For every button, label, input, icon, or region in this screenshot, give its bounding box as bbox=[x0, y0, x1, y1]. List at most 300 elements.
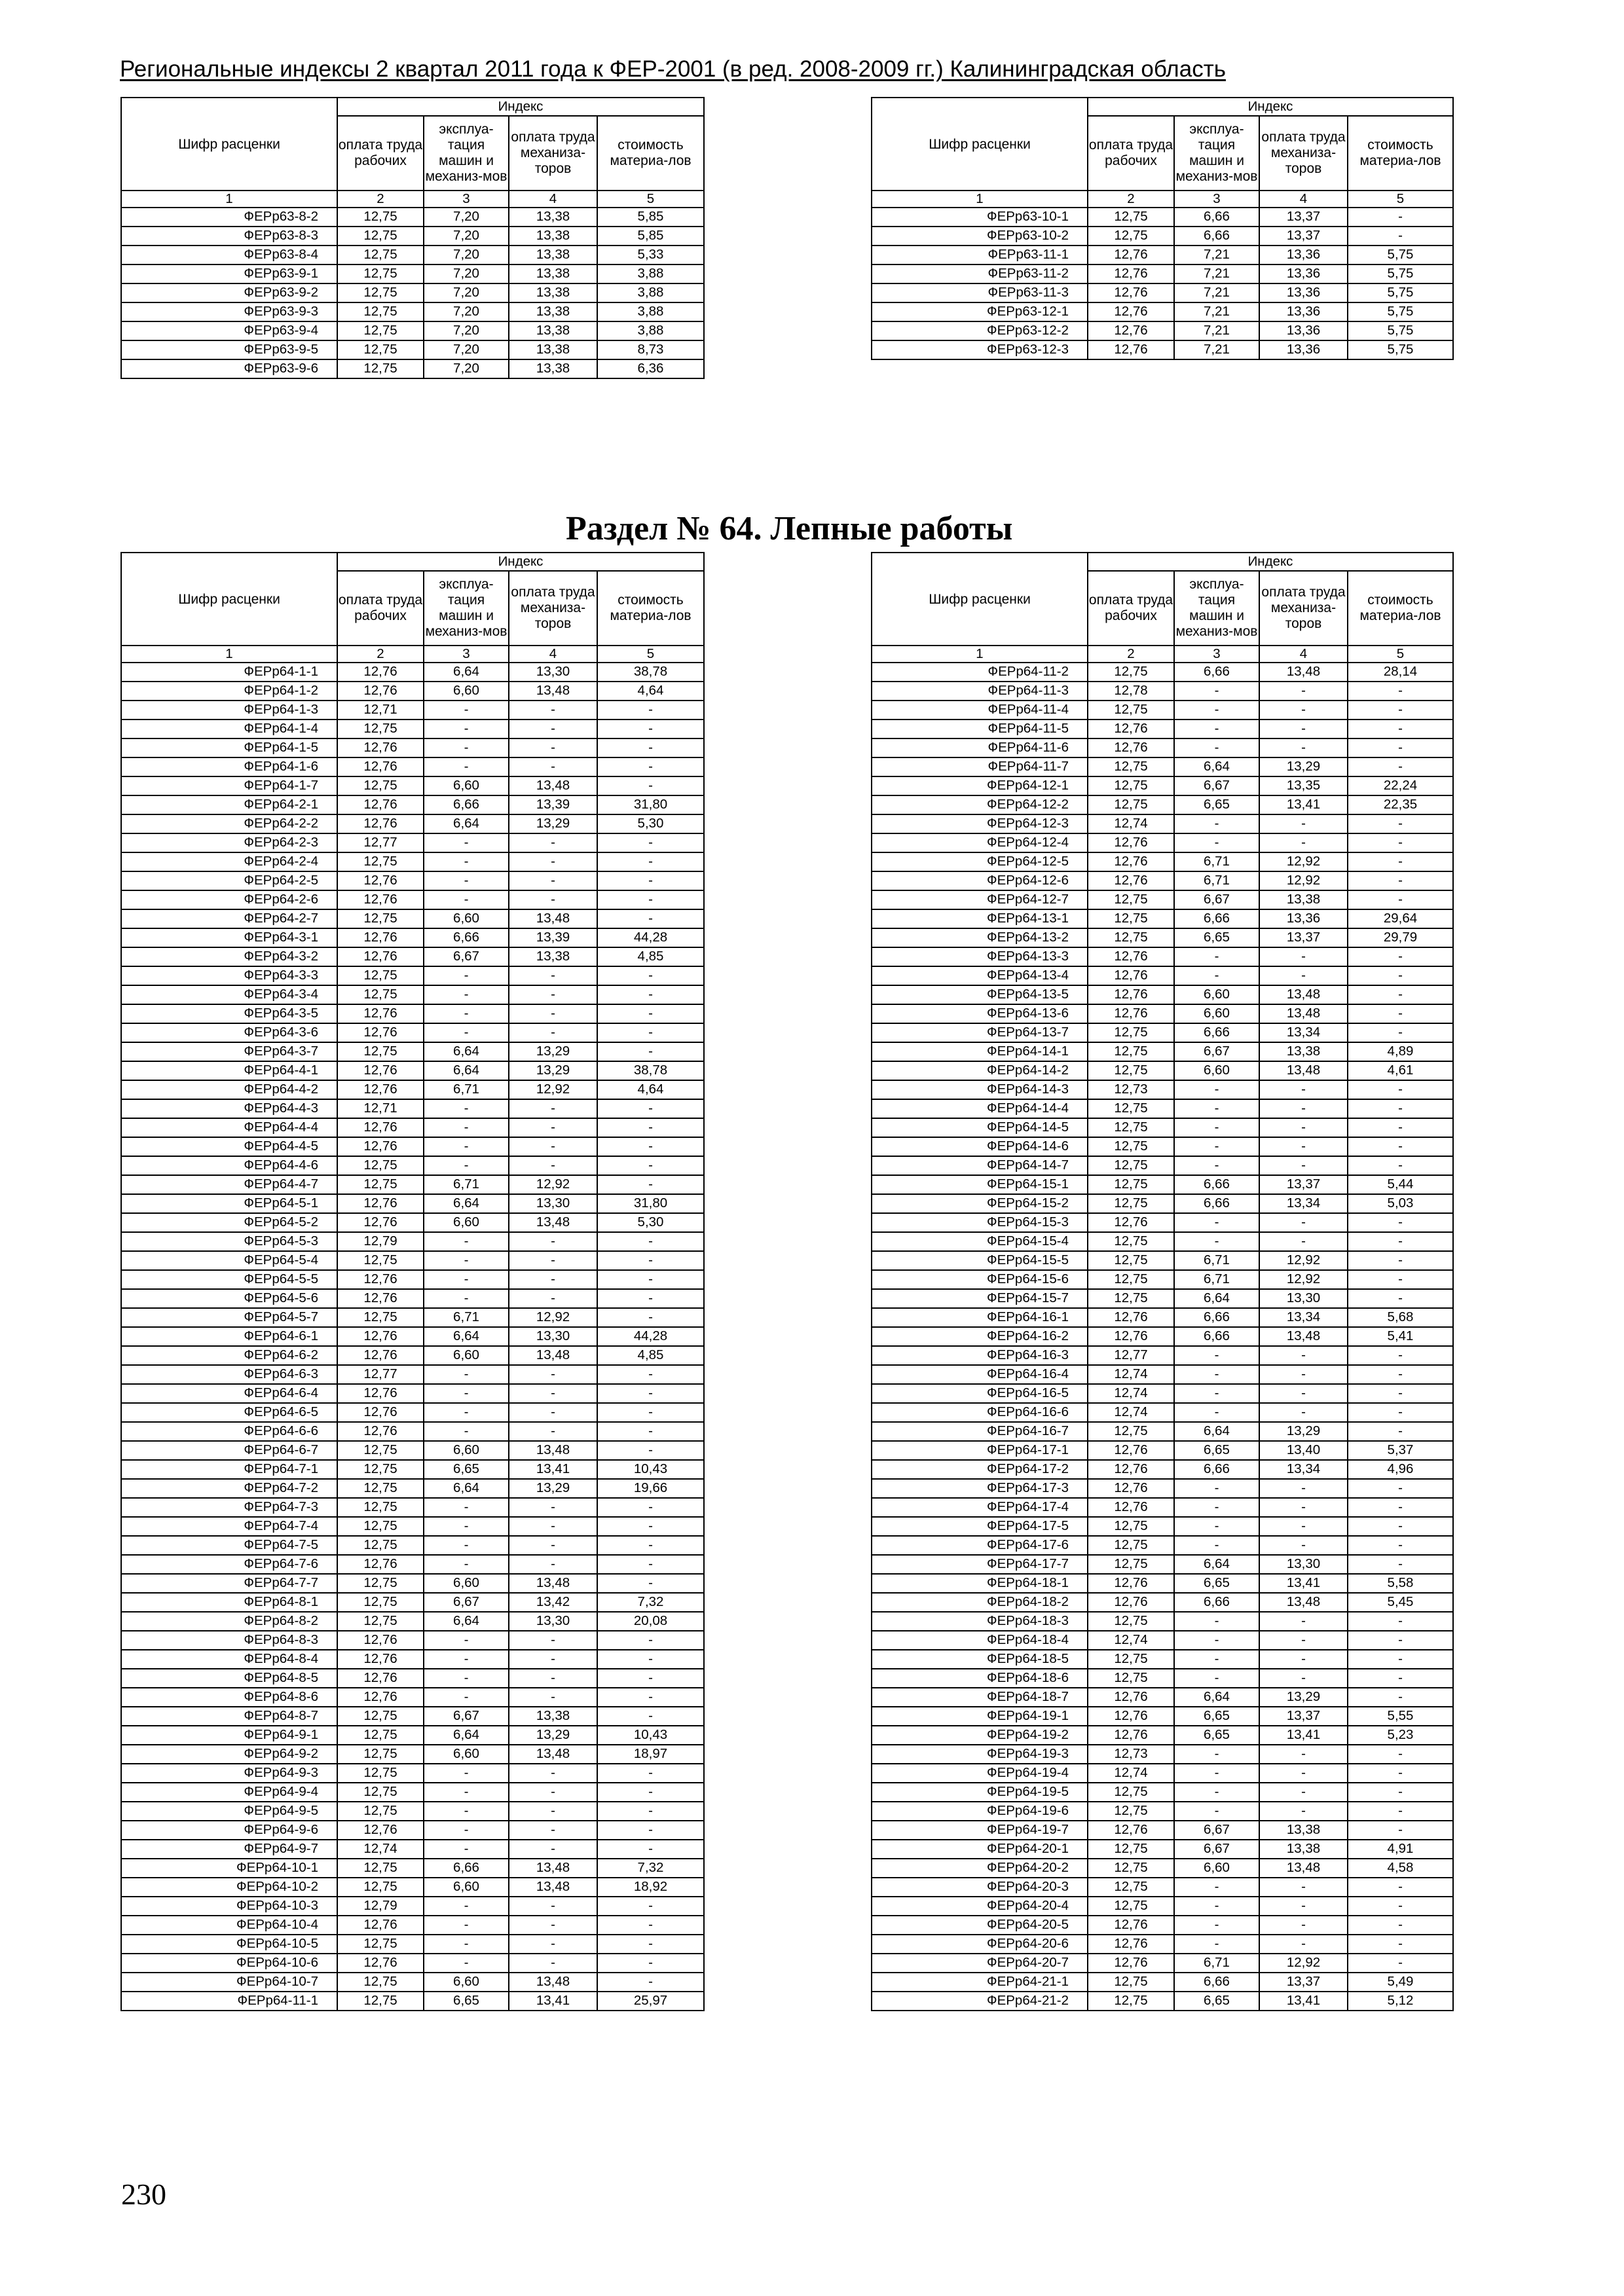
materials-index: - bbox=[1348, 1403, 1453, 1422]
table-row bbox=[872, 227, 1453, 246]
materials-index: - bbox=[597, 1232, 704, 1251]
rate-code: ФЕРр63-12-2 bbox=[872, 321, 1088, 340]
rate-code: ФЕРр64-8-1 bbox=[121, 1593, 337, 1612]
machines-index: 6,60 bbox=[1174, 1859, 1259, 1878]
labor-index: 12,75 bbox=[337, 909, 424, 928]
machines-index: 6,71 bbox=[1174, 871, 1259, 890]
table-row bbox=[121, 720, 704, 738]
materials-index: - bbox=[597, 1935, 704, 1954]
operators-index: 13,37 bbox=[1259, 208, 1348, 227]
table-row bbox=[121, 340, 704, 359]
header-c3: оплата труда механиза-торов bbox=[1259, 571, 1348, 646]
operators-index: 13,48 bbox=[509, 1346, 597, 1365]
index-table-64-right bbox=[871, 552, 1454, 2011]
rate-code: ФЕРр64-11-7 bbox=[872, 757, 1088, 776]
operators-index: 13,36 bbox=[1259, 283, 1348, 302]
operators-index: - bbox=[509, 720, 597, 738]
operators-index: 13,48 bbox=[509, 1859, 597, 1878]
table-row bbox=[121, 1232, 704, 1251]
machines-index: 6,64 bbox=[424, 1479, 509, 1498]
rate-code: ФЕРр64-10-5 bbox=[121, 1935, 337, 1954]
rate-code: ФЕРр64-18-4 bbox=[872, 1631, 1088, 1650]
table-row bbox=[872, 852, 1453, 871]
table-row bbox=[872, 1080, 1453, 1099]
rate-code: ФЕРр64-19-2 bbox=[872, 1726, 1088, 1745]
labor-index: 12,76 bbox=[337, 1137, 424, 1156]
materials-index: 10,43 bbox=[597, 1726, 704, 1745]
machines-index: - bbox=[424, 1821, 509, 1840]
labor-index: 12,76 bbox=[1088, 1327, 1174, 1346]
table-row bbox=[872, 1992, 1453, 2011]
operators-index: 13,29 bbox=[509, 1061, 597, 1080]
table-row bbox=[121, 1346, 704, 1365]
operators-index: 13,48 bbox=[509, 682, 597, 701]
labor-index: 12,75 bbox=[337, 1878, 424, 1897]
labor-index: 12,75 bbox=[337, 359, 424, 378]
table-row bbox=[121, 1289, 704, 1308]
rate-code: ФЕРр64-1-7 bbox=[121, 776, 337, 795]
operators-index: - bbox=[509, 1289, 597, 1308]
machines-index: - bbox=[424, 1840, 509, 1859]
operators-index: 13,37 bbox=[1259, 1707, 1348, 1726]
rate-code: ФЕРр64-18-2 bbox=[872, 1593, 1088, 1612]
rate-code: ФЕРр64-21-2 bbox=[872, 1992, 1088, 2011]
materials-index: - bbox=[1348, 738, 1453, 757]
operators-index: 13,48 bbox=[509, 1441, 597, 1460]
column-number: 5 bbox=[1348, 191, 1453, 208]
materials-index: - bbox=[1348, 1954, 1453, 1973]
machines-index: - bbox=[424, 1023, 509, 1042]
materials-index: - bbox=[1348, 757, 1453, 776]
labor-index: 12,75 bbox=[337, 720, 424, 738]
rate-code: ФЕРр64-12-5 bbox=[872, 852, 1088, 871]
rate-code: ФЕРр64-5-3 bbox=[121, 1232, 337, 1251]
table-row bbox=[872, 890, 1453, 909]
labor-index: 12,75 bbox=[1088, 1802, 1174, 1821]
rate-code: ФЕРр64-15-3 bbox=[872, 1213, 1088, 1232]
rate-code: ФЕРр63-12-1 bbox=[872, 302, 1088, 321]
operators-index: 13,48 bbox=[509, 1878, 597, 1897]
table-row bbox=[872, 1517, 1453, 1536]
table-row bbox=[121, 1194, 704, 1213]
table-row bbox=[121, 1251, 704, 1270]
labor-index: 12,75 bbox=[1088, 1099, 1174, 1118]
materials-index: - bbox=[597, 1555, 704, 1574]
rate-code: ФЕРр64-7-1 bbox=[121, 1460, 337, 1479]
table-row bbox=[121, 1004, 704, 1023]
labor-index: 12,75 bbox=[337, 1479, 424, 1498]
table-row bbox=[121, 1118, 704, 1137]
rate-code: ФЕРр64-18-3 bbox=[872, 1612, 1088, 1631]
rate-code: ФЕРр64-2-7 bbox=[121, 909, 337, 928]
operators-index: 13,30 bbox=[509, 1194, 597, 1213]
column-number: 5 bbox=[597, 191, 704, 208]
labor-index: 12,76 bbox=[337, 928, 424, 947]
rate-code: ФЕРр64-14-3 bbox=[872, 1080, 1088, 1099]
labor-index: 12,75 bbox=[1088, 1422, 1174, 1441]
machines-index: 6,65 bbox=[424, 1460, 509, 1479]
machines-index: - bbox=[1174, 1745, 1259, 1764]
labor-index: 12,75 bbox=[1088, 1251, 1174, 1270]
materials-index: - bbox=[1348, 1764, 1453, 1783]
machines-index: - bbox=[1174, 1878, 1259, 1897]
labor-index: 12,75 bbox=[1088, 1289, 1174, 1308]
header-c2: эксплуа-тация машин и механиз-мов bbox=[424, 571, 509, 646]
materials-index: - bbox=[597, 1042, 704, 1061]
materials-index: 4,85 bbox=[597, 1346, 704, 1365]
materials-index: - bbox=[597, 1517, 704, 1536]
materials-index: 5,44 bbox=[1348, 1175, 1453, 1194]
rate-code: ФЕРр64-11-3 bbox=[872, 682, 1088, 701]
machines-index: - bbox=[1174, 1365, 1259, 1384]
labor-index: 12,76 bbox=[337, 1194, 424, 1213]
rate-code: ФЕРр64-2-2 bbox=[121, 814, 337, 833]
machines-index: - bbox=[424, 1498, 509, 1517]
index-table-63-right bbox=[871, 97, 1454, 360]
labor-index: 12,75 bbox=[337, 1042, 424, 1061]
header-c4: стоимость материа-лов bbox=[1348, 571, 1453, 646]
materials-index: - bbox=[597, 1688, 704, 1707]
table-row bbox=[121, 1859, 704, 1878]
operators-index: 12,92 bbox=[509, 1175, 597, 1194]
operators-index: - bbox=[1259, 1118, 1348, 1137]
table-row bbox=[872, 1460, 1453, 1479]
operators-index: 13,37 bbox=[1259, 928, 1348, 947]
rate-code: ФЕРр64-20-1 bbox=[872, 1840, 1088, 1859]
rate-code: ФЕРр64-16-7 bbox=[872, 1422, 1088, 1441]
rate-code: ФЕРр64-10-1 bbox=[121, 1859, 337, 1878]
header-c1: оплата труда рабочих bbox=[337, 116, 424, 191]
labor-index: 12,76 bbox=[1088, 1935, 1174, 1954]
table-row bbox=[872, 246, 1453, 264]
machines-index: - bbox=[424, 701, 509, 720]
labor-index: 12,76 bbox=[1088, 340, 1174, 359]
materials-index: 5,75 bbox=[1348, 321, 1453, 340]
operators-index: - bbox=[1259, 1935, 1348, 1954]
table-row bbox=[872, 1840, 1453, 1859]
materials-index: - bbox=[1348, 720, 1453, 738]
materials-index: 5,23 bbox=[1348, 1726, 1453, 1745]
table-row bbox=[121, 246, 704, 264]
operators-index: - bbox=[509, 1023, 597, 1042]
materials-index: - bbox=[1348, 966, 1453, 985]
materials-index: - bbox=[1348, 1498, 1453, 1517]
rate-code: ФЕРр64-6-6 bbox=[121, 1422, 337, 1441]
rate-code: ФЕРр64-9-4 bbox=[121, 1783, 337, 1802]
machines-index: - bbox=[1174, 1232, 1259, 1251]
operators-index: - bbox=[1259, 947, 1348, 966]
machines-index: - bbox=[1174, 1517, 1259, 1536]
materials-index: - bbox=[1348, 1745, 1453, 1764]
machines-index: 6,60 bbox=[424, 1441, 509, 1460]
machines-index: 6,66 bbox=[1174, 1460, 1259, 1479]
labor-index: 12,76 bbox=[337, 1669, 424, 1688]
materials-index: - bbox=[1348, 1023, 1453, 1042]
column-number: 2 bbox=[337, 191, 424, 208]
machines-index: - bbox=[1174, 1897, 1259, 1916]
materials-index: 8,73 bbox=[597, 340, 704, 359]
table-row bbox=[121, 1498, 704, 1517]
labor-index: 12,75 bbox=[1088, 1897, 1174, 1916]
rate-code: ФЕРр64-7-4 bbox=[121, 1517, 337, 1536]
column-number: 2 bbox=[337, 646, 424, 663]
table-row bbox=[121, 1783, 704, 1802]
table-row bbox=[121, 928, 704, 947]
rate-code: ФЕРр64-14-7 bbox=[872, 1156, 1088, 1175]
materials-index: - bbox=[597, 1498, 704, 1517]
machines-index: - bbox=[424, 890, 509, 909]
rate-code: ФЕРр64-4-7 bbox=[121, 1175, 337, 1194]
machines-index: - bbox=[424, 1555, 509, 1574]
operators-index: - bbox=[509, 1821, 597, 1840]
machines-index: - bbox=[424, 1403, 509, 1422]
operators-index: 13,37 bbox=[1259, 1973, 1348, 1992]
table-row bbox=[872, 264, 1453, 283]
rate-code: ФЕРр64-19-1 bbox=[872, 1707, 1088, 1726]
labor-index: 12,76 bbox=[1088, 1726, 1174, 1745]
header-c4: стоимость материа-лов bbox=[597, 571, 704, 646]
labor-index: 12,76 bbox=[1088, 852, 1174, 871]
table-row bbox=[872, 1669, 1453, 1688]
column-number: 3 bbox=[424, 191, 509, 208]
machines-index: 7,20 bbox=[424, 340, 509, 359]
operators-index: - bbox=[509, 701, 597, 720]
machines-index: - bbox=[424, 1650, 509, 1669]
rate-code: ФЕРр64-8-2 bbox=[121, 1612, 337, 1631]
rate-code: ФЕРр64-19-7 bbox=[872, 1821, 1088, 1840]
rate-code: ФЕРр64-15-7 bbox=[872, 1289, 1088, 1308]
materials-index: - bbox=[1348, 1251, 1453, 1270]
operators-index: - bbox=[509, 1156, 597, 1175]
machines-index: 7,20 bbox=[424, 246, 509, 264]
rate-code: ФЕРр63-11-1 bbox=[872, 246, 1088, 264]
rate-code: ФЕРр64-10-6 bbox=[121, 1954, 337, 1973]
machines-index: - bbox=[424, 1802, 509, 1821]
labor-index: 12,75 bbox=[1088, 663, 1174, 682]
materials-index: 38,78 bbox=[597, 1061, 704, 1080]
operators-index: - bbox=[509, 1954, 597, 1973]
rate-code: ФЕРр64-12-1 bbox=[872, 776, 1088, 795]
materials-index: - bbox=[1348, 1289, 1453, 1308]
rate-code: ФЕРр64-6-2 bbox=[121, 1346, 337, 1365]
labor-index: 12,76 bbox=[337, 947, 424, 966]
table-row bbox=[872, 302, 1453, 321]
labor-index: 12,76 bbox=[1088, 264, 1174, 283]
labor-index: 12,76 bbox=[1088, 321, 1174, 340]
labor-index: 12,76 bbox=[337, 814, 424, 833]
labor-index: 12,76 bbox=[337, 757, 424, 776]
rate-code: ФЕРр64-3-2 bbox=[121, 947, 337, 966]
operators-index: - bbox=[509, 1365, 597, 1384]
operators-index: 13,42 bbox=[509, 1593, 597, 1612]
materials-index: - bbox=[597, 1384, 704, 1403]
rate-code: ФЕРр64-16-4 bbox=[872, 1365, 1088, 1384]
table-row bbox=[121, 682, 704, 701]
table-row bbox=[121, 1460, 704, 1479]
operators-index: - bbox=[509, 757, 597, 776]
operators-index: 13,48 bbox=[509, 776, 597, 795]
operators-index: - bbox=[1259, 1764, 1348, 1783]
rate-code: ФЕРр64-20-3 bbox=[872, 1878, 1088, 1897]
rate-code: ФЕРр64-12-7 bbox=[872, 890, 1088, 909]
labor-index: 12,75 bbox=[1088, 1137, 1174, 1156]
operators-index: - bbox=[509, 1517, 597, 1536]
table-row bbox=[872, 1213, 1453, 1232]
machines-index: 6,66 bbox=[1174, 1973, 1259, 1992]
table-row bbox=[872, 1688, 1453, 1707]
table-row bbox=[872, 1821, 1453, 1840]
machines-index: - bbox=[1174, 1137, 1259, 1156]
materials-index: - bbox=[597, 1954, 704, 1973]
materials-index: 7,32 bbox=[597, 1593, 704, 1612]
table-row bbox=[121, 1270, 704, 1289]
machines-index: 7,21 bbox=[1174, 302, 1259, 321]
header-row-numbers bbox=[872, 191, 1453, 208]
rate-code: ФЕРр64-8-3 bbox=[121, 1631, 337, 1650]
labor-index: 12,76 bbox=[337, 1916, 424, 1935]
materials-index: 5,75 bbox=[1348, 340, 1453, 359]
labor-index: 12,75 bbox=[337, 1251, 424, 1270]
machines-index: - bbox=[1174, 1384, 1259, 1403]
operators-index: - bbox=[509, 966, 597, 985]
rate-code: ФЕРр63-9-1 bbox=[121, 264, 337, 283]
materials-index: 5,41 bbox=[1348, 1327, 1453, 1346]
materials-index: - bbox=[597, 1251, 704, 1270]
operators-index: 13,41 bbox=[1259, 1726, 1348, 1745]
operators-index: - bbox=[509, 1650, 597, 1669]
table-row bbox=[121, 1916, 704, 1935]
table-row bbox=[872, 720, 1453, 738]
table-row bbox=[121, 985, 704, 1004]
machines-index: 6,64 bbox=[1174, 757, 1259, 776]
materials-index: - bbox=[597, 720, 704, 738]
table-row bbox=[872, 909, 1453, 928]
labor-index: 12,76 bbox=[337, 682, 424, 701]
column-number: 4 bbox=[1259, 191, 1348, 208]
labor-index: 12,75 bbox=[337, 1764, 424, 1783]
machines-index: - bbox=[1174, 1631, 1259, 1650]
page-title: Региональные индексы 2 квартал 2011 года к ФЕР-2001 (в ред. 2008-2009 гг.) Калининградская область bbox=[120, 56, 1226, 82]
labor-index: 12,75 bbox=[337, 852, 424, 871]
machines-index: - bbox=[424, 1422, 509, 1441]
rate-code: ФЕРр64-5-1 bbox=[121, 1194, 337, 1213]
rate-code: ФЕРр64-20-6 bbox=[872, 1935, 1088, 1954]
materials-index: 4,89 bbox=[1348, 1042, 1453, 1061]
machines-index: - bbox=[424, 1099, 509, 1118]
labor-index: 12,76 bbox=[337, 1650, 424, 1669]
rate-code: ФЕРр64-18-7 bbox=[872, 1688, 1088, 1707]
table-row bbox=[872, 814, 1453, 833]
operators-index: 13,38 bbox=[1259, 1821, 1348, 1840]
rate-code: ФЕРр64-21-1 bbox=[872, 1973, 1088, 1992]
operators-index: 12,92 bbox=[1259, 871, 1348, 890]
table-row bbox=[121, 1555, 704, 1574]
operators-index: 13,48 bbox=[1259, 1004, 1348, 1023]
operators-index: - bbox=[509, 1783, 597, 1802]
materials-index: 5,49 bbox=[1348, 1973, 1453, 1992]
machines-index: 6,66 bbox=[1174, 1327, 1259, 1346]
machines-index: - bbox=[424, 1631, 509, 1650]
machines-index: - bbox=[1174, 1935, 1259, 1954]
operators-index: 13,38 bbox=[509, 302, 597, 321]
table-row bbox=[872, 1878, 1453, 1897]
operators-index: 13,39 bbox=[509, 928, 597, 947]
rate-code: ФЕРр64-9-6 bbox=[121, 1821, 337, 1840]
table-row bbox=[121, 757, 704, 776]
materials-index: - bbox=[597, 966, 704, 985]
labor-index: 12,75 bbox=[337, 1745, 424, 1764]
operators-index: - bbox=[1259, 1346, 1348, 1365]
rate-code: ФЕРр64-10-7 bbox=[121, 1973, 337, 1992]
table-row bbox=[872, 1365, 1453, 1384]
labor-index: 12,76 bbox=[337, 738, 424, 757]
header-index: Индекс bbox=[1088, 98, 1453, 116]
rate-code: ФЕРр64-13-2 bbox=[872, 928, 1088, 947]
machines-index: - bbox=[424, 1137, 509, 1156]
labor-index: 12,75 bbox=[337, 776, 424, 795]
materials-index: 22,24 bbox=[1348, 776, 1453, 795]
labor-index: 12,77 bbox=[337, 833, 424, 852]
labor-index: 12,76 bbox=[1088, 738, 1174, 757]
table-row bbox=[872, 682, 1453, 701]
materials-index: - bbox=[1348, 1650, 1453, 1669]
labor-index: 12,75 bbox=[1088, 909, 1174, 928]
machines-index: 6,67 bbox=[1174, 1042, 1259, 1061]
header-c1: оплата труда рабочих bbox=[1088, 116, 1174, 191]
operators-index: - bbox=[1259, 1213, 1348, 1232]
table-row bbox=[872, 1422, 1453, 1441]
column-number: 1 bbox=[872, 646, 1088, 663]
operators-index: - bbox=[509, 1688, 597, 1707]
machines-index: 6,71 bbox=[1174, 1954, 1259, 1973]
machines-index: - bbox=[424, 852, 509, 871]
rate-code: ФЕРр64-5-4 bbox=[121, 1251, 337, 1270]
section-title: Раздел № 64. Лепные работы bbox=[566, 510, 1013, 547]
operators-index: - bbox=[509, 738, 597, 757]
machines-index: - bbox=[1174, 1080, 1259, 1099]
operators-index: 13,38 bbox=[1259, 890, 1348, 909]
labor-index: 12,75 bbox=[1088, 1042, 1174, 1061]
labor-index: 12,76 bbox=[1088, 1954, 1174, 1973]
column-number: 3 bbox=[424, 646, 509, 663]
machines-index: 7,21 bbox=[1174, 264, 1259, 283]
materials-index: 4,61 bbox=[1348, 1061, 1453, 1080]
column-number: 1 bbox=[872, 191, 1088, 208]
machines-index: 6,67 bbox=[1174, 1840, 1259, 1859]
labor-index: 12,75 bbox=[337, 1802, 424, 1821]
table-row bbox=[121, 264, 704, 283]
table-row bbox=[872, 1175, 1453, 1194]
materials-index: - bbox=[1348, 1517, 1453, 1536]
table-row bbox=[872, 1612, 1453, 1631]
rate-code: ФЕРр64-12-4 bbox=[872, 833, 1088, 852]
table-row bbox=[121, 1935, 704, 1954]
rate-code: ФЕРр64-15-1 bbox=[872, 1175, 1088, 1194]
machines-index: - bbox=[1174, 966, 1259, 985]
materials-index: - bbox=[597, 776, 704, 795]
rate-code: ФЕРр63-8-4 bbox=[121, 246, 337, 264]
machines-index: - bbox=[1174, 1669, 1259, 1688]
operators-index: 13,29 bbox=[1259, 1422, 1348, 1441]
materials-index: - bbox=[597, 1574, 704, 1593]
materials-index: 5,85 bbox=[597, 208, 704, 227]
table-row bbox=[872, 1346, 1453, 1365]
labor-index: 12,74 bbox=[1088, 1365, 1174, 1384]
column-number: 1 bbox=[121, 646, 337, 663]
materials-index: - bbox=[1348, 947, 1453, 966]
rate-code: ФЕРр64-16-3 bbox=[872, 1346, 1088, 1365]
machines-index: - bbox=[1174, 1099, 1259, 1118]
